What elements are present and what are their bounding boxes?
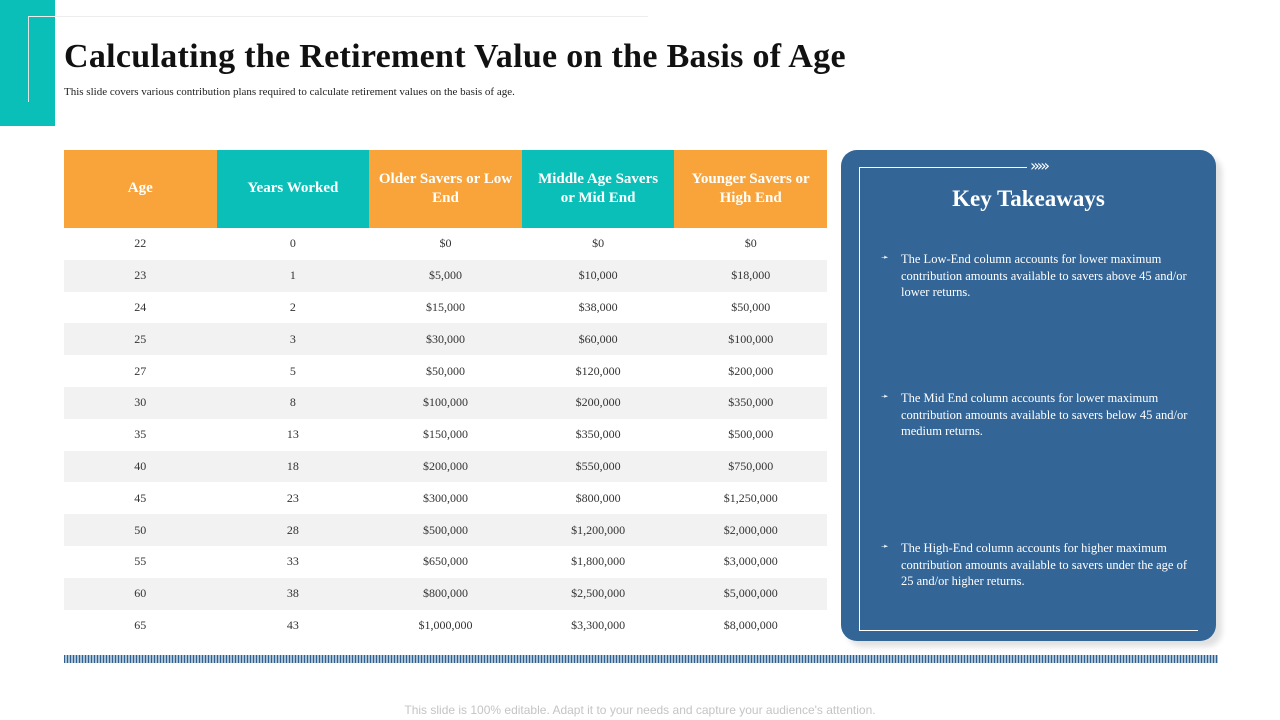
cell-low-end: $15,000 xyxy=(425,299,465,314)
cell-low-end: $200,000 xyxy=(369,451,522,483)
cell-low-end: $650,000 xyxy=(422,554,468,569)
cell-high-end: $500,000 xyxy=(728,427,774,442)
retirement-value-table xyxy=(64,150,827,641)
cell-mid-end: $0 xyxy=(592,236,605,251)
cell-age: 65 xyxy=(134,617,147,632)
arrow-bullet-icon: ➛ xyxy=(881,253,889,263)
cell-age: 55 xyxy=(134,554,147,569)
table-row xyxy=(64,514,827,546)
table-row xyxy=(64,387,827,419)
takeaways-title: Key Takeaways xyxy=(952,186,1105,211)
table-row xyxy=(64,419,827,451)
header-age: Age xyxy=(64,150,217,228)
cell-age: 23 xyxy=(64,260,217,292)
table-row xyxy=(64,228,827,260)
header-mid-end: Middle Age Savers or Mid End xyxy=(522,150,675,228)
cell-years-worked: 13 xyxy=(286,427,299,442)
takeaway-text: The High-End column accounts for higher maximum contribution amounts available to savers under the age of 25 and/or higher returns. xyxy=(901,541,1188,589)
takeaway-item xyxy=(881,540,1191,590)
header-high-end: Younger Savers or High End xyxy=(674,150,827,228)
cell-years-worked: 38 xyxy=(217,578,370,610)
table-row xyxy=(64,260,827,292)
cell-age: 40 xyxy=(64,451,217,483)
cell-mid-end: $38,000 xyxy=(578,299,618,314)
cell-age: 22 xyxy=(134,236,147,251)
cell-high-end: $5,000,000 xyxy=(674,578,827,610)
cell-high-end: $2,000,000 xyxy=(674,514,827,546)
cell-years-worked: 1 xyxy=(217,260,370,292)
cell-low-end: $30,000 xyxy=(369,323,522,355)
cell-low-end: $100,000 xyxy=(369,387,522,419)
takeaway-text: The Low-End column accounts for lower maximum contribution amounts available to savers above 45 and/or lower returns. xyxy=(901,252,1187,300)
cell-high-end: $750,000 xyxy=(674,451,827,483)
page-subtitle: This slide covers various contribution plans required to calculate retirement values on the basis of age. xyxy=(64,86,515,98)
cell-low-end: $1,000,000 xyxy=(418,617,473,632)
page-title: Calculating the Retirement Value on the Basis of Age xyxy=(64,38,846,75)
arrow-bullet-icon: ➛ xyxy=(881,392,889,402)
cell-mid-end: $800,000 xyxy=(575,490,621,505)
bottom-stripe xyxy=(64,655,1218,663)
cell-years-worked: 28 xyxy=(217,514,370,546)
takeaway-text: The Mid End column accounts for lower maximum contribution amounts available to savers below 45 and/or medium returns. xyxy=(901,391,1188,439)
header-years-worked: Years Worked xyxy=(217,150,370,228)
cell-years-worked: 5 xyxy=(289,363,296,378)
cell-years-worked: 33 xyxy=(286,554,299,569)
cell-mid-end: $60,000 xyxy=(522,323,675,355)
cell-high-end: $18,000 xyxy=(674,260,827,292)
cell-years-worked: 2 xyxy=(289,299,296,314)
cell-age: 24 xyxy=(134,299,147,314)
cell-mid-end: $550,000 xyxy=(522,451,675,483)
cell-high-end: $50,000 xyxy=(731,299,771,314)
takeaway-item xyxy=(881,390,1191,440)
cell-years-worked: 3 xyxy=(217,323,370,355)
header-low-end: Older Savers or Low End xyxy=(369,150,522,228)
table-row xyxy=(64,610,827,642)
key-takeaways-card xyxy=(841,150,1216,641)
cell-mid-end: $1,200,000 xyxy=(522,514,675,546)
takeaway-item xyxy=(881,251,1191,301)
table-row xyxy=(64,355,827,387)
cell-age: 30 xyxy=(64,387,217,419)
table-row xyxy=(64,451,827,483)
cell-age: 35 xyxy=(134,427,147,442)
chevrons-icon: ››››› xyxy=(1030,156,1047,175)
cell-years-worked: 43 xyxy=(286,617,299,632)
cell-high-end: $200,000 xyxy=(728,363,774,378)
card-frame-top-line xyxy=(859,167,1027,168)
cell-years-worked: 18 xyxy=(217,451,370,483)
table-header-row xyxy=(64,150,827,228)
cell-mid-end: $350,000 xyxy=(575,427,621,442)
cell-age: 25 xyxy=(64,323,217,355)
cell-low-end: $300,000 xyxy=(422,490,468,505)
cell-high-end: $8,000,000 xyxy=(723,617,778,632)
cell-low-end: $50,000 xyxy=(425,363,465,378)
table-row xyxy=(64,482,827,514)
cell-age: 50 xyxy=(64,514,217,546)
cell-high-end: $100,000 xyxy=(674,323,827,355)
table-row xyxy=(64,546,827,578)
table-row xyxy=(64,292,827,324)
cell-low-end: $500,000 xyxy=(369,514,522,546)
cell-mid-end: $1,800,000 xyxy=(571,554,626,569)
cell-mid-end: $200,000 xyxy=(522,387,675,419)
cell-age: 45 xyxy=(134,490,147,505)
cell-mid-end: $120,000 xyxy=(575,363,621,378)
cell-low-end: $800,000 xyxy=(369,578,522,610)
cell-high-end: $3,000,000 xyxy=(723,554,778,569)
cell-years-worked: 23 xyxy=(286,490,299,505)
arrow-bullet-icon: ➛ xyxy=(881,542,889,552)
cell-years-worked: 8 xyxy=(217,387,370,419)
cell-high-end: $0 xyxy=(744,236,757,251)
cell-low-end: $5,000 xyxy=(369,260,522,292)
cell-low-end: $0 xyxy=(439,236,452,251)
cell-low-end: $150,000 xyxy=(422,427,468,442)
table-row xyxy=(64,323,827,355)
cell-years-worked: 0 xyxy=(289,236,296,251)
cell-mid-end: $2,500,000 xyxy=(522,578,675,610)
cell-age: 60 xyxy=(64,578,217,610)
footer-note: This slide is 100% editable. Adapt it to your needs and capture your audience's attention. xyxy=(404,703,876,717)
cell-mid-end: $3,300,000 xyxy=(571,617,626,632)
table-row xyxy=(64,578,827,610)
retirement-table xyxy=(64,150,827,641)
cell-mid-end: $10,000 xyxy=(522,260,675,292)
cell-age: 27 xyxy=(134,363,147,378)
table-body xyxy=(64,228,827,641)
cell-high-end: $1,250,000 xyxy=(723,490,778,505)
cell-high-end: $350,000 xyxy=(674,387,827,419)
